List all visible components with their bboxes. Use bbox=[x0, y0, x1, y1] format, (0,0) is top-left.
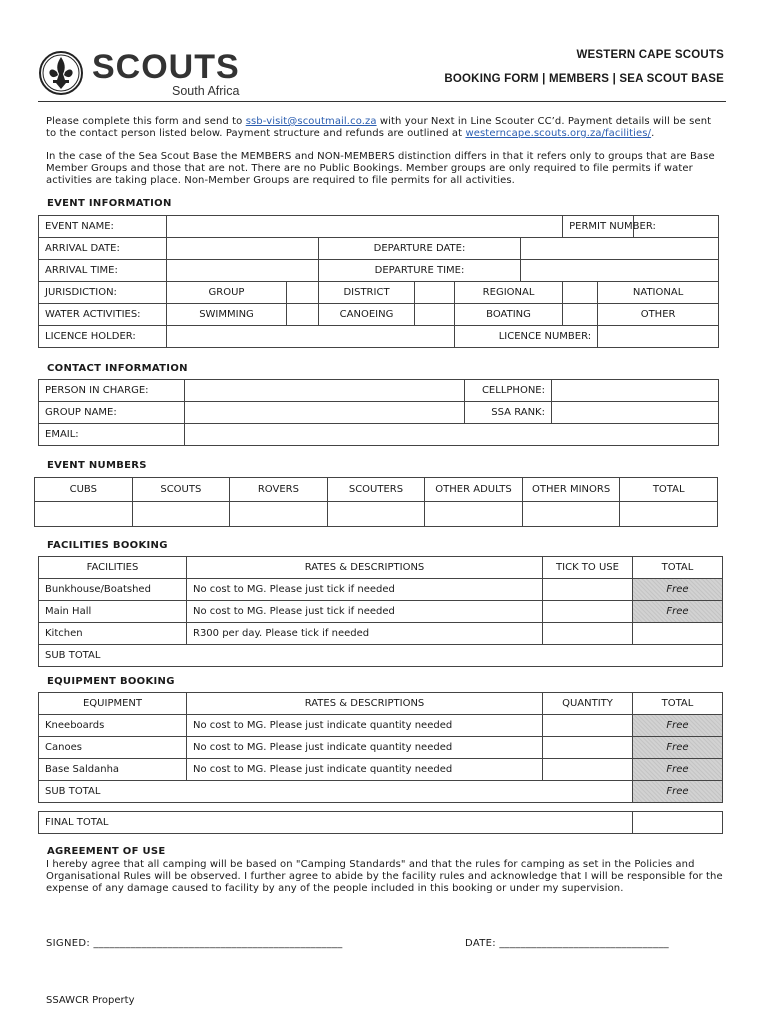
jurisdiction-group-label: GROUP bbox=[167, 282, 287, 304]
departure-time-input[interactable] bbox=[521, 260, 719, 282]
facilities-header-name: FACILITIES bbox=[39, 557, 187, 579]
equipment-total: Free bbox=[633, 759, 723, 781]
equipment-header-rates: RATES & DESCRIPTIONS bbox=[187, 693, 543, 715]
equipment-heading: EQUIPMENT BOOKING bbox=[47, 676, 175, 687]
intro-text-c: . bbox=[651, 128, 655, 139]
equipment-desc: No cost to MG. Please just indicate quantity needed bbox=[187, 715, 543, 737]
facility-name: Kitchen bbox=[39, 623, 187, 645]
jurisdiction-regional-label: REGIONAL bbox=[455, 282, 563, 304]
permit-number-label: PERMIT NUMBER: bbox=[563, 216, 634, 238]
facilities-url-link[interactable]: westerncape.scouts.org.za/facilities/ bbox=[465, 128, 652, 139]
intro-text-a: Please complete this form and send to bbox=[46, 116, 246, 127]
equipment-quantity-input[interactable] bbox=[543, 759, 633, 781]
intro-paragraph-1 bbox=[46, 116, 716, 140]
col-other-minors: OTHER MINORS bbox=[522, 478, 620, 502]
equipment-quantity-input[interactable] bbox=[543, 715, 633, 737]
equipment-subtotal-value: Free bbox=[633, 781, 723, 803]
scouts-input[interactable] bbox=[132, 502, 230, 527]
form-title: BOOKING FORM | MEMBERS | SEA SCOUT BASE bbox=[444, 73, 724, 85]
facility-tick-checkbox[interactable] bbox=[543, 623, 633, 645]
equipment-header-name: EQUIPMENT bbox=[39, 693, 187, 715]
contact-info-table bbox=[38, 379, 719, 446]
intro-text-b: with your Next in Line Scouter CC’d. Payment details will be sent to the contact person listed below. Payment structure and refunds are outlined at bbox=[46, 116, 712, 139]
final-total-table bbox=[38, 811, 723, 834]
water-canoeing-checkbox[interactable] bbox=[415, 304, 455, 326]
agreement-text: I hereby agree that all camping will be based on "Camping Standards" and that the rules for camping as set in the Policies and Organisational Rules will be observed. I further agree to abide by the facility rules and acknowledge that I will be responsible for the expense of any damage caused to facility by any of the people included in this booking or under my supervision. bbox=[46, 859, 723, 894]
jurisdiction-group-checkbox[interactable] bbox=[287, 282, 319, 304]
col-rovers: ROVERS bbox=[230, 478, 328, 502]
facility-name: Bunkhouse/Boatshed bbox=[39, 579, 187, 601]
licence-number-label: LICENCE NUMBER: bbox=[455, 326, 598, 348]
person-in-charge-input[interactable] bbox=[185, 380, 465, 402]
facility-desc: No cost to MG. Please just tick if needed bbox=[187, 579, 543, 601]
jurisdiction-district-checkbox[interactable] bbox=[415, 282, 455, 304]
col-scouts: SCOUTS bbox=[132, 478, 230, 502]
intro-paragraph-2: In the case of the Sea Scout Base the MEMBERS and NON-MEMBERS distinction differs in that it refers only to groups that are Base Member Groups and those that are not. There are no Public Bookings. Member groups are only required to file permits if water activities are taking place. Non-Member Groups are required to file permits for all activities. bbox=[46, 151, 715, 186]
ssa-rank-label: SSA RANK: bbox=[465, 402, 552, 424]
facility-tick-checkbox[interactable] bbox=[543, 601, 633, 623]
col-scouters: SCOUTERS bbox=[327, 478, 425, 502]
facility-desc: R300 per day. Please tick if needed bbox=[187, 623, 543, 645]
header-divider bbox=[38, 101, 726, 102]
event-numbers-table bbox=[34, 477, 718, 527]
contact-info-heading: CONTACT INFORMATION bbox=[47, 363, 188, 374]
equipment-total: Free bbox=[633, 737, 723, 759]
facility-name: Main Hall bbox=[39, 601, 187, 623]
arrival-time-label: ARRIVAL TIME: bbox=[39, 260, 167, 282]
group-name-input[interactable] bbox=[185, 402, 465, 424]
facility-total-input[interactable] bbox=[633, 623, 723, 645]
cellphone-label: CELLPHONE: bbox=[465, 380, 552, 402]
event-name-label: EVENT NAME: bbox=[39, 216, 167, 238]
fleur-de-lis-emblem-icon bbox=[38, 50, 84, 96]
col-total: TOTAL bbox=[620, 478, 718, 502]
event-info-heading: EVENT INFORMATION bbox=[47, 198, 172, 209]
facility-total: Free bbox=[633, 579, 723, 601]
email-label: EMAIL: bbox=[39, 424, 185, 446]
equipment-name: Canoes bbox=[39, 737, 187, 759]
group-name-label: GROUP NAME: bbox=[39, 402, 185, 424]
facilities-heading: FACILITIES BOOKING bbox=[47, 540, 168, 551]
date-line[interactable]: DATE: ________________________________ bbox=[465, 938, 669, 949]
facility-desc: No cost to MG. Please just tick if needed bbox=[187, 601, 543, 623]
signed-line[interactable]: SIGNED: _______________________________________________ bbox=[46, 938, 343, 949]
final-total-input[interactable] bbox=[633, 812, 723, 834]
cubs-input[interactable] bbox=[35, 502, 133, 527]
facilities-header-rates: RATES & DESCRIPTIONS bbox=[187, 557, 543, 579]
scouters-input[interactable] bbox=[327, 502, 425, 527]
other-adults-input[interactable] bbox=[425, 502, 523, 527]
event-total-input[interactable] bbox=[620, 502, 718, 527]
water-other-label: OTHER bbox=[598, 304, 719, 326]
col-other-adults: OTHER ADULTS bbox=[425, 478, 523, 502]
licence-number-input[interactable] bbox=[598, 326, 719, 348]
equipment-quantity-input[interactable] bbox=[543, 737, 633, 759]
equipment-header-total: TOTAL bbox=[633, 693, 723, 715]
jurisdiction-national-label: NATIONAL bbox=[598, 282, 719, 304]
email-input[interactable] bbox=[185, 424, 719, 446]
departure-date-label: DEPARTURE DATE: bbox=[319, 238, 521, 260]
org-name: WESTERN CAPE SCOUTS bbox=[576, 49, 724, 61]
final-total-label: FINAL TOTAL bbox=[39, 812, 633, 834]
ssa-rank-input[interactable] bbox=[552, 402, 719, 424]
equipment-name: Base Saldanha bbox=[39, 759, 187, 781]
logo-wordmark: SCOUTS bbox=[92, 48, 240, 86]
other-minors-input[interactable] bbox=[522, 502, 620, 527]
logo-subtitle: South Africa bbox=[172, 84, 240, 98]
cellphone-input[interactable] bbox=[552, 380, 719, 402]
arrival-time-input[interactable] bbox=[167, 260, 319, 282]
equipment-desc: No cost to MG. Please just indicate quantity needed bbox=[187, 737, 543, 759]
agreement-heading: AGREEMENT OF USE bbox=[47, 846, 166, 857]
equipment-header-quantity: QUANTITY bbox=[543, 693, 633, 715]
arrival-date-label: ARRIVAL DATE: bbox=[39, 238, 167, 260]
water-swimming-checkbox[interactable] bbox=[287, 304, 319, 326]
water-boating-label: BOATING bbox=[455, 304, 563, 326]
email-link[interactable]: ssb-visit@scoutmail.co.za bbox=[245, 116, 377, 127]
jurisdiction-district-label: DISTRICT bbox=[319, 282, 415, 304]
licence-holder-label: LICENCE HOLDER: bbox=[39, 326, 167, 348]
jurisdiction-label: JURISDICTION: bbox=[39, 282, 167, 304]
equipment-total: Free bbox=[633, 715, 723, 737]
facilities-subtotal: SUB TOTAL bbox=[39, 645, 723, 667]
facilities-table bbox=[38, 556, 723, 667]
departure-time-label: DEPARTURE TIME: bbox=[319, 260, 521, 282]
facilities-header-tick: TICK TO USE bbox=[543, 557, 633, 579]
person-in-charge-label: PERSON IN CHARGE: bbox=[39, 380, 185, 402]
water-boating-checkbox[interactable] bbox=[563, 304, 598, 326]
event-numbers-heading: EVENT NUMBERS bbox=[47, 460, 147, 471]
event-name-input[interactable] bbox=[167, 216, 563, 238]
equipment-table bbox=[38, 692, 723, 803]
departure-date-input[interactable] bbox=[521, 238, 719, 260]
water-swimming-label: SWIMMING bbox=[167, 304, 287, 326]
arrival-date-input[interactable] bbox=[167, 238, 319, 260]
facility-total: Free bbox=[633, 601, 723, 623]
facilities-header-total: TOTAL bbox=[633, 557, 723, 579]
facility-tick-checkbox[interactable] bbox=[543, 579, 633, 601]
rovers-input[interactable] bbox=[230, 502, 328, 527]
event-info-table bbox=[38, 215, 719, 348]
footer-text: SSAWCR Property bbox=[46, 995, 135, 1006]
water-canoeing-label: CANOEING bbox=[319, 304, 415, 326]
equipment-desc: No cost to MG. Please just indicate quantity needed bbox=[187, 759, 543, 781]
jurisdiction-regional-checkbox[interactable] bbox=[563, 282, 598, 304]
water-activities-label: WATER ACTIVITIES: bbox=[39, 304, 167, 326]
scouts-logo bbox=[38, 48, 268, 102]
col-cubs: CUBS bbox=[35, 478, 133, 502]
equipment-name: Kneeboards bbox=[39, 715, 187, 737]
licence-holder-input[interactable] bbox=[167, 326, 455, 348]
equipment-subtotal: SUB TOTAL bbox=[39, 781, 633, 803]
